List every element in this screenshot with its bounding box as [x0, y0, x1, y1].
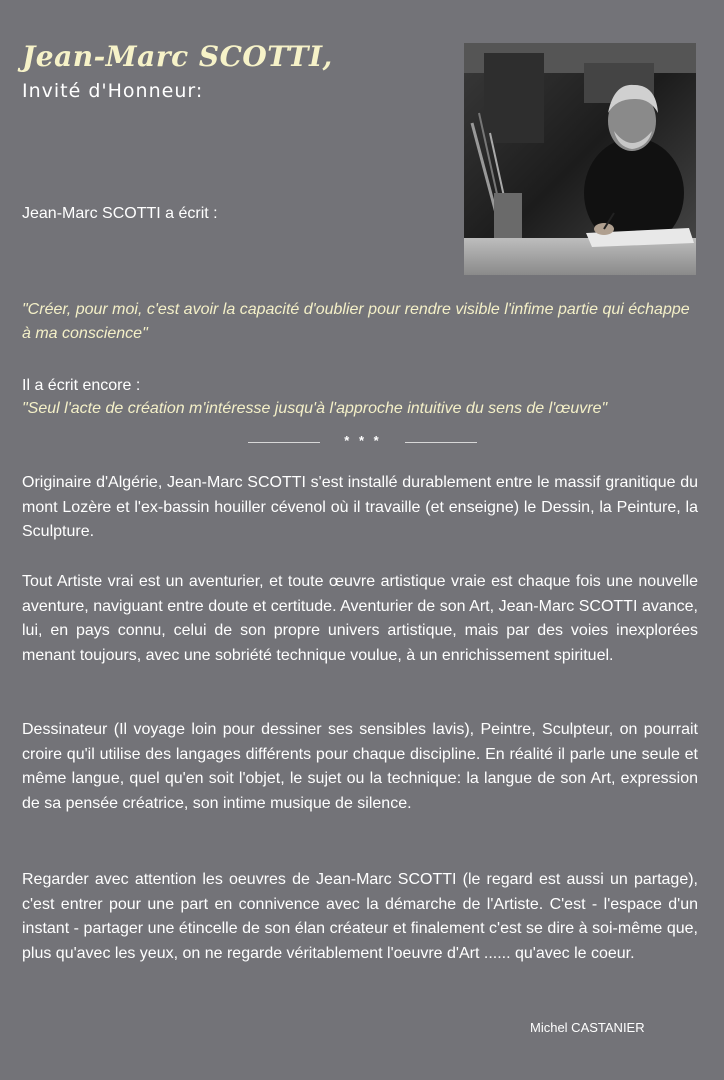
divider-stars: * * *: [344, 433, 382, 448]
divider-line-right: [405, 442, 477, 443]
signature: Michel CASTANIER: [530, 1020, 645, 1035]
paragraph-looking: Regarder avec attention les oeuvres de Jean-Marc SCOTTI (le regard est aussi un partage), c'est entrer pour une part en connivence avec la démarche de l'Artiste. C'est - l'espace d'un instant - partager une étincelle de son élan créateur et finalement c'est se dire à soi-même que, plus qu'avec les yeux, on ne regarde véritablement l'oeuvre d'Art ...... qu'avec le coeur.: [22, 871, 698, 962]
intro-text: Jean-Marc SCOTTI a écrit :: [22, 205, 218, 222]
quote-second-label: Il a écrit encore :: [22, 377, 141, 394]
paragraph-adventurer: Tout Artiste vrai est un aventurier, et toute œuvre artistique vraie est chaque fois une nouvelle aventure, naviguant entre doute et certitude. Aventurier de son Art, Jean-Marc SCOTTI avance, lui, en pays connu, celui de son propre univers artistique, mais par des voies inexplorées menant toujours, avec une sobriété technique voulue, à un enrichissement spirituel.: [22, 573, 698, 664]
artist-photo: [464, 43, 696, 275]
quote-first: "Créer, pour moi, c'est avoir la capacité d'oublier pour rendre visible l'infime partie qui échappe à ma conscience": [22, 301, 690, 342]
paragraph-disciplines: Dessinateur (Il voyage loin pour dessiner ses sensibles lavis), Peintre, Sculpteur, on pourrait croire qu'il utilise des langages différents pour chaque discipline. En réalité il parle une seule et même langue, quel qu'en soit l'objet, le sujet ou la technique: la langue de son Art, expression de sa pensée créatrice, son intime musique de silence.: [22, 721, 698, 812]
paragraph-origin: Originaire d'Algérie, Jean-Marc SCOTTI s'est installé durablement entre le massif granitique du mont Lozère et l'ex-bassin houiller cévenol où il travaille (et enseigne) le Dessin, la Peinture, la Sculpture.: [22, 474, 698, 540]
divider-line-left: [248, 442, 320, 443]
section-divider: [0, 432, 724, 452]
page-subtitle: Invité d'Honneur:: [22, 80, 204, 102]
page-title: Jean-Marc SCOTTI,: [22, 40, 333, 73]
quote-second: "Seul l'acte de création m'intéresse jusqu'à l'approche intuitive du sens de l'œuvre": [22, 400, 608, 417]
